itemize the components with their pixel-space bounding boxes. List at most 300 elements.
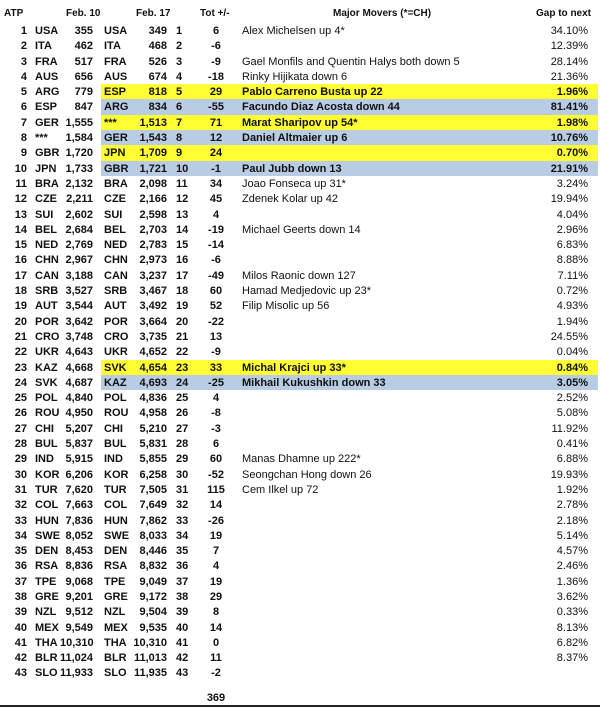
country-feb17: UKR <box>104 346 128 359</box>
points-feb17: 2,166 <box>139 193 167 206</box>
total-change: -6 <box>211 254 221 267</box>
total-change: 14 <box>209 499 223 512</box>
points-feb10: 656 <box>74 70 93 83</box>
table-row <box>0 513 600 528</box>
major-movers: Manas Dhamne up 222* <box>242 453 361 466</box>
points-feb10: 1,733 <box>65 162 93 175</box>
country-feb10: CZE <box>35 193 57 206</box>
country-feb10: CAN <box>35 269 59 282</box>
points-feb17: 9,049 <box>139 575 167 588</box>
total-change: 19 <box>209 529 223 542</box>
country-feb17: BRA <box>104 177 128 190</box>
gap-to-next: 12.39% <box>550 40 588 53</box>
points-feb10: 2,211 <box>66 193 93 206</box>
rank-feb17: 37 <box>176 575 189 588</box>
total-change: -9 <box>211 346 221 359</box>
country-feb17: NED <box>104 239 128 252</box>
country-feb10: RSA <box>35 560 59 573</box>
header-atp: ATP <box>4 8 24 19</box>
gap-to-next: 1.92% <box>556 483 588 496</box>
points-feb10: 5,207 <box>65 422 93 435</box>
atp-rank: 32 <box>14 499 27 512</box>
country-feb10: KAZ <box>35 361 58 374</box>
country-feb17: GER <box>104 132 128 145</box>
rank-feb17: 10 <box>176 162 189 175</box>
atp-rank: 35 <box>14 545 27 558</box>
points-feb10: 5,915 <box>65 453 93 466</box>
rank-feb17: 38 <box>176 590 189 603</box>
points-feb10: 4,687 <box>65 376 93 389</box>
table-row <box>0 115 600 130</box>
total-change: -25 <box>208 376 224 389</box>
gap-to-next: 4.57% <box>556 545 588 558</box>
atp-rank: 1 <box>20 25 27 37</box>
atp-rank: 19 <box>14 300 27 313</box>
gap-to-next: 24.55% <box>550 330 588 343</box>
points-feb17: 1,721 <box>139 162 167 175</box>
atp-rank: 29 <box>14 453 27 466</box>
total-change: 8 <box>212 606 220 619</box>
country-feb17: POR <box>104 315 128 328</box>
total-change: 13 <box>209 330 223 343</box>
atp-rank: 2 <box>20 40 27 53</box>
rank-feb17: 28 <box>176 438 189 451</box>
points-feb17: 11,935 <box>133 667 167 680</box>
table-row <box>0 375 600 390</box>
total-change: 369 <box>206 692 226 704</box>
points-feb17: 349 <box>148 25 167 37</box>
country-feb17: GBR <box>104 162 129 175</box>
rank-feb17: 6 <box>176 101 183 114</box>
table-row <box>0 69 600 84</box>
atp-rank: 34 <box>14 529 27 542</box>
gap-to-next: 1.98% <box>556 116 588 129</box>
country-feb10: USA <box>35 25 59 37</box>
country-feb17: DEN <box>104 545 128 558</box>
points-feb17: 4,652 <box>139 346 167 359</box>
rank-feb17: 18 <box>176 285 189 298</box>
table-header <box>0 8 600 23</box>
country-feb17: CRO <box>104 330 129 343</box>
table-row <box>0 360 600 375</box>
atp-rank: 39 <box>14 606 27 619</box>
atp-rank: 10 <box>14 162 27 175</box>
rank-feb17: 23 <box>176 361 189 374</box>
country-feb10: BRA <box>35 177 59 190</box>
country-feb10: SUI <box>35 208 54 221</box>
points-feb17: 11,013 <box>133 652 167 665</box>
points-feb10: 1,720 <box>65 147 93 160</box>
gap-to-next: 19.94% <box>550 193 588 206</box>
points-feb17: 6,258 <box>139 468 167 481</box>
points-feb17: 3,237 <box>139 269 167 282</box>
rank-feb17: 20 <box>176 315 189 328</box>
country-feb10: POR <box>35 315 59 328</box>
table-row <box>0 298 600 313</box>
country-feb10: MEX <box>35 621 59 634</box>
country-feb17: ITA <box>104 40 121 53</box>
country-feb10: AUS <box>35 70 59 83</box>
rank-feb17: 15 <box>176 239 189 252</box>
gap-to-next: 1.96% <box>556 86 588 99</box>
table-row <box>0 252 600 267</box>
major-movers: Joao Fonseca up 31* <box>242 177 346 190</box>
table-row <box>0 497 600 512</box>
ranking-table <box>0 23 600 681</box>
table-row <box>0 207 600 222</box>
gap-to-next: 6.82% <box>556 636 588 649</box>
country-feb10: BEL <box>35 223 57 236</box>
rank-feb17: 35 <box>176 545 189 558</box>
major-movers: Michal Krajci up 33* <box>242 361 346 374</box>
table-row <box>0 543 600 558</box>
rank-feb17: 30 <box>176 468 189 481</box>
table-row <box>0 528 600 543</box>
points-feb10: 11,024 <box>60 652 94 665</box>
points-feb17: 8,446 <box>139 545 167 558</box>
gap-to-next: 2.78% <box>556 499 588 512</box>
country-feb10: KOR <box>35 468 60 481</box>
gap-to-next: 8.37% <box>556 652 588 665</box>
gap-to-next: 0.72% <box>556 285 588 298</box>
total-change: -52 <box>208 468 224 481</box>
table-row <box>0 558 600 573</box>
atp-rank: 12 <box>14 193 27 206</box>
atp-rank: 15 <box>14 239 27 252</box>
header-gap: Gap to next <box>536 8 592 19</box>
points-feb17: 8,033 <box>139 529 167 542</box>
table-row <box>0 222 600 237</box>
rank-feb17: 27 <box>176 422 189 435</box>
country-feb17: POL <box>104 392 127 405</box>
total-change: 52 <box>209 300 223 313</box>
major-movers: Mikhail Kukushkin down 33 <box>242 376 386 389</box>
country-feb17: FRA <box>104 55 127 68</box>
rank-feb17: 40 <box>176 621 189 634</box>
country-feb10: ARG <box>35 86 60 99</box>
table-row <box>0 405 600 420</box>
gap-to-next: 4.04% <box>556 208 588 221</box>
bottom-divider <box>0 705 600 707</box>
points-feb17: 5,210 <box>139 422 167 435</box>
rank-feb17: 25 <box>176 392 189 405</box>
points-feb10: 779 <box>74 86 93 99</box>
points-feb17: 2,703 <box>139 223 167 236</box>
rank-feb17: 24 <box>176 376 189 389</box>
points-feb17: 2,598 <box>139 208 167 221</box>
major-movers: Hamad Medjedovic up 23* <box>242 285 372 298</box>
total-change: 19 <box>209 575 223 588</box>
rank-feb17: 31 <box>176 483 189 496</box>
major-movers: Alex Michelsen up 4* <box>242 25 345 37</box>
gap-to-next: 0.70% <box>556 147 588 160</box>
gap-to-next: 2.18% <box>556 514 588 527</box>
country-feb10: BUL <box>35 438 58 451</box>
points-feb10: 4,668 <box>65 361 93 374</box>
total-change: 4 <box>212 392 220 405</box>
rank-feb17: 11 <box>176 177 188 190</box>
country-feb17: AUS <box>104 70 128 83</box>
total-change: -22 <box>208 315 224 328</box>
rank-feb17: 39 <box>176 606 189 619</box>
rank-feb17: 29 <box>176 453 189 466</box>
country-feb17: AUT <box>104 300 127 313</box>
atp-rank: 4 <box>20 70 27 83</box>
atp-rank: 3 <box>20 55 27 68</box>
atp-rank: 26 <box>14 407 27 420</box>
country-feb10: CRO <box>35 330 60 343</box>
major-movers: Marat Sharipov up 54* <box>242 116 358 129</box>
gap-to-next: 5.14% <box>556 529 588 542</box>
country-feb10: CHI <box>35 422 54 435</box>
header-tot: Tot +/- <box>200 8 230 19</box>
points-feb10: 355 <box>74 25 93 37</box>
atp-rank: 43 <box>14 667 27 680</box>
gap-to-next: 11.92% <box>551 422 588 435</box>
total-change: 12 <box>209 132 223 145</box>
gap-to-next: 34.10% <box>550 25 588 37</box>
total-change: 7 <box>212 545 220 558</box>
points-feb10: 4,643 <box>65 346 93 359</box>
points-feb10: 8,836 <box>65 560 93 573</box>
points-feb10: 3,748 <box>65 330 93 343</box>
country-feb17: JPN <box>104 147 126 160</box>
total-change: 45 <box>209 193 223 206</box>
gap-to-next: 0.41% <box>556 438 588 451</box>
points-feb17: 4,693 <box>139 376 167 389</box>
atp-rank: 21 <box>14 330 27 343</box>
major-movers: Zdenek Kolar up 42 <box>242 193 339 206</box>
points-feb17: 4,958 <box>139 407 167 420</box>
atp-rank: 9 <box>20 147 27 160</box>
country-feb17: SVK <box>104 361 127 374</box>
major-movers: Facundo Diaz Acosta down 44 <box>242 101 400 114</box>
country-feb17: THA <box>104 636 127 649</box>
points-feb17: 3,735 <box>139 330 167 343</box>
points-feb10: 3,544 <box>65 300 93 313</box>
points-feb17: 818 <box>148 86 167 99</box>
points-feb10: 3,188 <box>65 269 93 282</box>
country-feb17: GRE <box>104 590 128 603</box>
gap-to-next: 7.11% <box>557 269 588 282</box>
total-change: -18 <box>208 70 224 83</box>
atp-rank: 25 <box>14 392 27 405</box>
country-feb10: TPE <box>35 575 57 588</box>
rank-feb17: 5 <box>176 86 183 99</box>
points-feb10: 2,684 <box>65 223 93 236</box>
points-feb17: 834 <box>148 101 167 114</box>
points-feb10: 7,663 <box>65 499 93 512</box>
points-feb17: 7,649 <box>139 499 167 512</box>
points-feb17: 5,831 <box>139 438 167 451</box>
atp-rank: 17 <box>14 269 27 282</box>
points-feb17: 9,504 <box>139 606 167 619</box>
points-feb17: 674 <box>148 70 167 83</box>
atp-rank: 14 <box>14 223 27 236</box>
table-row <box>0 467 600 482</box>
country-feb17: TPE <box>104 575 126 588</box>
country-feb17: CHN <box>104 254 128 267</box>
total-change: 6 <box>212 438 220 451</box>
points-feb10: 4,950 <box>65 407 93 420</box>
rank-feb17: 33 <box>176 514 189 527</box>
points-feb10: 9,068 <box>65 575 93 588</box>
total-change: 29 <box>209 590 223 603</box>
points-feb17: 3,492 <box>139 300 167 313</box>
gap-to-next: 21.91% <box>550 162 588 175</box>
country-feb17: RSA <box>104 560 128 573</box>
points-feb17: 4,654 <box>139 361 167 374</box>
total-change: -14 <box>208 239 224 252</box>
gap-to-next: 8.88% <box>556 254 588 267</box>
points-feb10: 9,512 <box>65 606 93 619</box>
table-row <box>0 344 600 359</box>
country-feb17: BUL <box>104 438 127 451</box>
rank-feb17: 2 <box>176 40 183 53</box>
gap-to-next: 19.93% <box>550 468 588 481</box>
major-movers: Paul Jubb down 13 <box>242 162 342 175</box>
rank-feb17: 7 <box>176 116 183 129</box>
country-feb10: FRA <box>35 55 58 68</box>
points-feb10: 7,836 <box>65 514 93 527</box>
rank-feb17: 21 <box>176 330 189 343</box>
country-feb10: SLO <box>35 667 58 680</box>
total-change: -8 <box>211 407 221 420</box>
gap-to-next: 0.84% <box>556 361 588 374</box>
table-row <box>0 604 600 619</box>
country-feb10: TUR <box>35 483 58 496</box>
points-feb17: 4,836 <box>139 392 167 405</box>
country-feb10: GER <box>35 116 59 129</box>
total-change: -6 <box>211 40 221 53</box>
country-feb10: GBR <box>35 147 60 160</box>
rank-feb17: 9 <box>176 147 183 160</box>
table-row <box>0 237 600 252</box>
country-feb17: BLR <box>104 652 127 665</box>
table-row <box>0 436 600 451</box>
points-feb10: 11,933 <box>60 667 94 680</box>
country-feb10: UKR <box>35 346 59 359</box>
gap-to-next: 10.76% <box>550 132 588 145</box>
country-feb17: SWE <box>104 529 130 542</box>
gap-to-next: 5.08% <box>556 407 588 420</box>
atp-rank: 18 <box>14 285 27 298</box>
total-change: 115 <box>207 483 225 496</box>
points-feb10: 3,527 <box>65 285 93 298</box>
atp-rank: 11 <box>15 177 27 190</box>
country-feb10: THA <box>35 636 58 649</box>
total-change: -9 <box>211 55 221 68</box>
major-movers: Seongchan Hong down 26 <box>242 468 372 481</box>
country-feb10: ROU <box>35 407 60 420</box>
points-feb10: 5,837 <box>65 438 93 451</box>
points-feb10: 7,620 <box>65 483 93 496</box>
country-feb10: NED <box>35 239 59 252</box>
total-change: -19 <box>208 223 224 236</box>
points-feb17: 526 <box>148 55 167 68</box>
points-feb10: 2,967 <box>65 254 93 267</box>
major-movers: Michael Geerts down 14 <box>242 223 361 236</box>
country-feb10: BLR <box>35 652 58 665</box>
total-change: 24 <box>209 147 223 160</box>
points-feb10: 3,642 <box>65 315 93 328</box>
rank-feb17: 41 <box>176 636 189 649</box>
rank-feb17: 8 <box>176 132 183 145</box>
country-feb17: KOR <box>104 468 129 481</box>
points-feb10: 1,555 <box>65 116 93 129</box>
rank-feb17: 19 <box>176 300 189 313</box>
rank-feb17: 42 <box>176 652 189 665</box>
table-row <box>0 635 600 650</box>
table-row <box>0 130 600 145</box>
gap-to-next: 6.83% <box>556 239 588 252</box>
atp-rank: 40 <box>14 621 27 634</box>
rank-feb17: 14 <box>176 223 189 236</box>
points-feb10: 4,840 <box>65 392 93 405</box>
major-movers: Gael Monfils and Quentin Halys both down 5 <box>242 55 460 68</box>
atp-rank: 13 <box>14 208 27 221</box>
table-row <box>0 283 600 298</box>
gap-to-next: 21.36% <box>550 70 588 83</box>
points-feb10: 2,602 <box>65 208 93 221</box>
gap-to-next: 3.24% <box>556 177 588 190</box>
table-row <box>0 574 600 589</box>
atp-rank: 16 <box>14 254 27 267</box>
points-feb10: 8,453 <box>65 545 93 558</box>
points-feb17: 1,513 <box>139 116 167 129</box>
header-feb10: Feb. 10 <box>66 8 101 19</box>
rank-feb17: 12 <box>176 193 189 206</box>
points-feb17: 5,855 <box>139 453 167 466</box>
total-change: 33 <box>209 361 223 374</box>
major-movers: Daniel Altmaier up 6 <box>242 132 348 145</box>
atp-rank: 28 <box>14 438 27 451</box>
points-feb10: 517 <box>74 55 93 68</box>
header-feb17: Feb. 17 <box>136 8 171 19</box>
major-movers: Filip Misolic up 56 <box>242 300 330 313</box>
gap-to-next: 0.33% <box>556 606 588 619</box>
gap-to-next: 3.05% <box>556 376 588 389</box>
rank-feb17: 32 <box>176 499 189 512</box>
points-feb17: 1,709 <box>139 147 167 160</box>
gap-to-next: 28.14% <box>550 55 588 68</box>
major-movers: Cem Ilkel up 72 <box>242 483 319 496</box>
gap-to-next: 8.13% <box>556 621 588 634</box>
total-change: 11 <box>210 652 222 665</box>
gap-to-next: 3.62% <box>556 590 588 603</box>
points-feb10: 1,584 <box>65 132 93 145</box>
atp-rank: 23 <box>14 361 27 374</box>
major-movers: Pablo Carreno Busta up 22 <box>242 86 383 99</box>
atp-rank: 42 <box>14 652 27 665</box>
total-change: -55 <box>208 101 224 114</box>
table-row <box>0 390 600 405</box>
table-row <box>0 54 600 69</box>
rank-feb17: 1 <box>176 25 183 37</box>
atp-rank: 30 <box>14 468 27 481</box>
rank-feb17: 36 <box>176 560 189 573</box>
table-row <box>0 650 600 665</box>
country-feb10: HUN <box>35 514 59 527</box>
country-feb17: USA <box>104 25 128 37</box>
major-movers: Rinky Hijikata down 6 <box>242 70 348 83</box>
country-feb17: BEL <box>104 223 126 236</box>
rank-feb17: 3 <box>176 55 183 68</box>
atp-rank: 33 <box>14 514 27 527</box>
total-change: 60 <box>209 285 223 298</box>
points-feb10: 9,549 <box>65 621 93 634</box>
table-row <box>0 84 600 99</box>
